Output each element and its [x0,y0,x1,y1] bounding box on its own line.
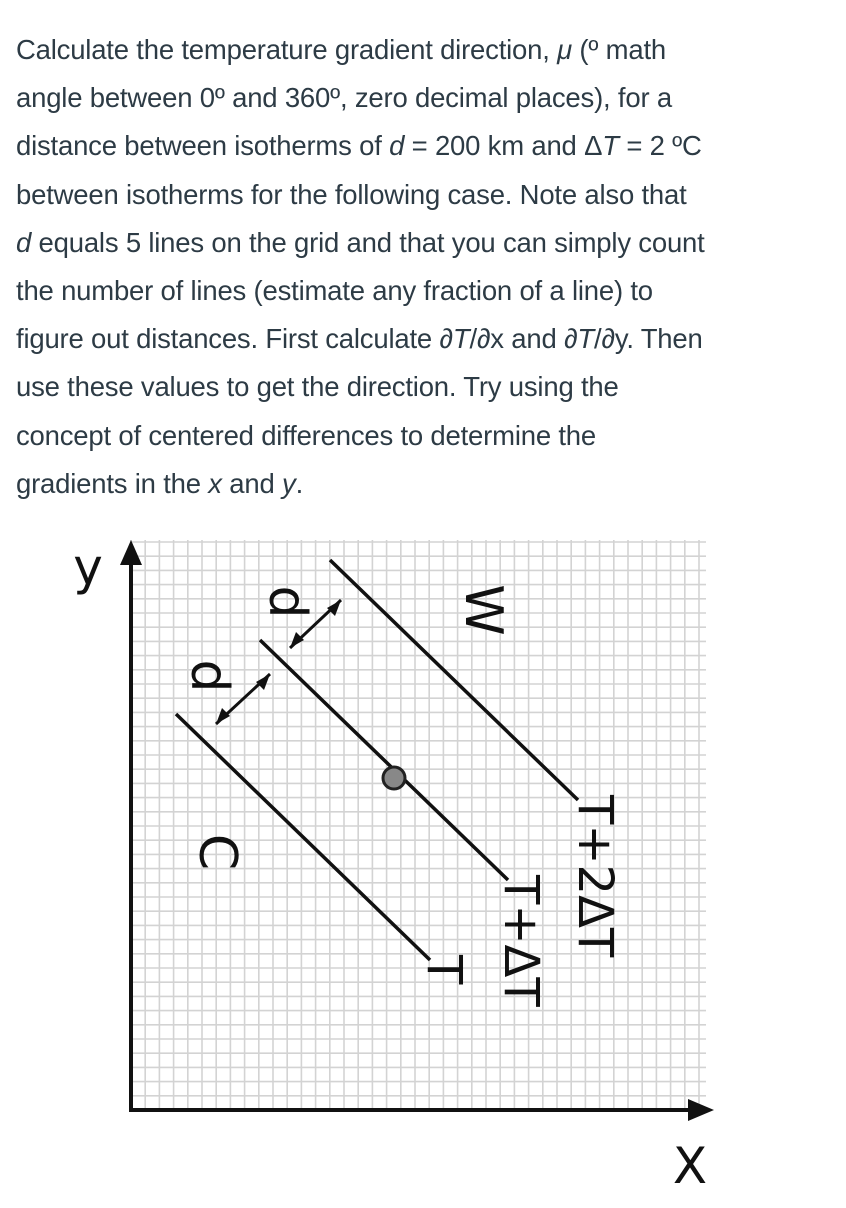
question-text-run: gradients in the [16,467,209,499]
question-italic-symbol: y [282,467,296,499]
question-text-run: /∂x and ∂ [469,323,578,355]
cold-label: C [187,833,247,871]
question-text-run: = 2 ºC [618,130,702,162]
question-text-run: figure out distances. First calculate ∂ [16,323,453,355]
question-text-run: /∂y. Then [593,323,703,355]
y-axis-arrow-icon [120,540,142,565]
question-text-run: use these values to get the direction. Try using the [16,371,619,403]
center-point [383,767,405,789]
x-axis-arrow-icon [688,1099,714,1121]
isotherm-label-t-plus-dt: T+ΔT [493,875,549,1007]
distance-arrow-lower-head-low-icon [216,708,230,724]
question-text-run: equals 5 lines on the grid and that you can simply count [31,226,705,258]
distance-label-lower: d [179,659,239,693]
question-italic-symbol: d [389,130,405,162]
question-text-run: distance between isotherms of [16,130,390,162]
question-italic-symbol: T [602,130,619,162]
question-text-run: Calculate the temperature gradient direction, [16,34,558,65]
question-text-run: concept of centered differences to determine the [16,419,596,451]
warm-label: W [453,584,513,636]
question-text-run: the number of lines (estimate any fraction of a line) to [16,275,653,307]
y-axis-label: y [73,538,103,596]
question-italic-symbol: μ [557,34,572,65]
question-text-run: angle between 0º and 360º, zero decimal places), for a [16,82,672,114]
isotherm-line-t-plus-dt [260,640,508,880]
question-text-run: . [295,467,304,499]
question-italic-symbol: T [452,323,470,355]
question-italic-symbol: d [16,226,32,258]
isotherm-label-t: T [416,955,472,985]
x-axis-label: X [672,1137,708,1195]
isotherm-label-t-plus-2dt: T+2ΔT [567,795,623,958]
question-text-run: (º math [571,34,667,65]
question-text-run: between isotherms for the following case. Note also that [16,178,687,210]
question-text-run: = 200 km and Δ [404,130,603,162]
question-italic-symbol: T [577,323,594,355]
question-text-run: and [221,467,283,499]
distance-label-upper: d [257,585,317,619]
question-italic-symbol: x [208,467,222,499]
